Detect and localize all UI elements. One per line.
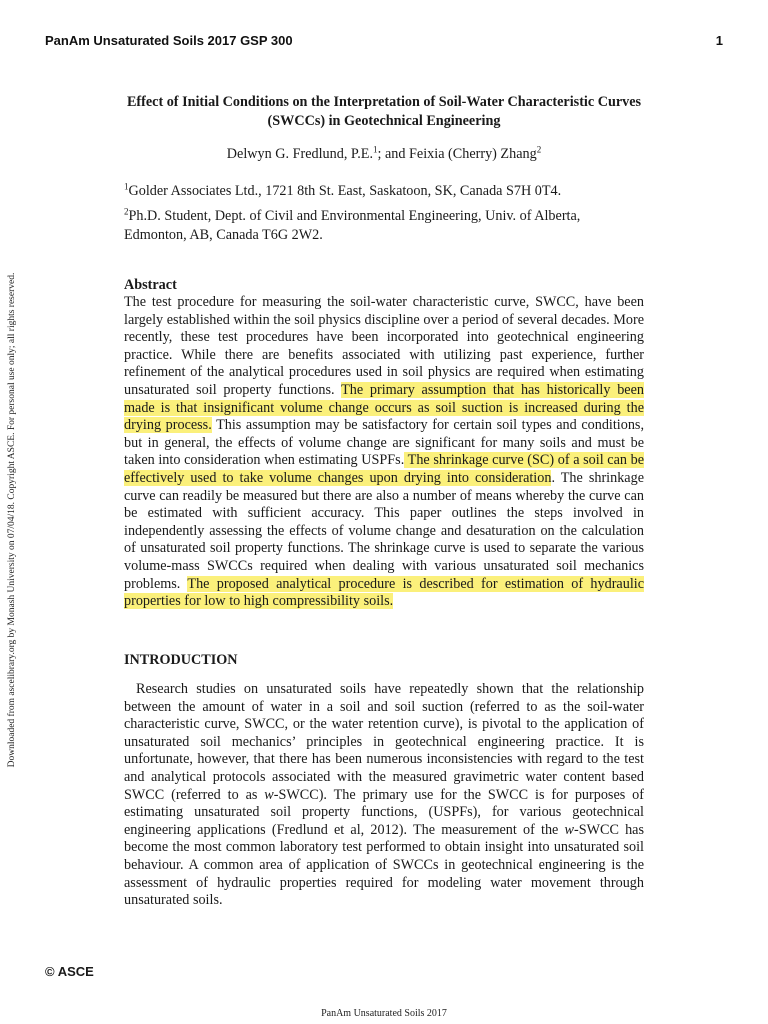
running-header: PanAm Unsaturated Soils 2017 GSP 300 bbox=[45, 33, 293, 48]
affiliation-1-mark: 1 bbox=[124, 181, 129, 192]
author-2-affil-mark: 2 bbox=[536, 144, 542, 155]
affiliation-1 bbox=[124, 182, 644, 201]
affiliation-2 bbox=[124, 207, 644, 245]
intro-text-2: -SWCC). The primary use for the SWCC is for purposes of estimating unsaturated soil property functions, (USPFs), for various geotechnical engineering applications (Fredlund et al, 2012). The measurement of the bbox=[124, 786, 644, 838]
abstract-heading: Abstract bbox=[124, 277, 177, 293]
abstract-body bbox=[124, 294, 644, 611]
author-separator: ; and Feixia (Cherry) Zhang bbox=[377, 146, 537, 162]
intro-italic-w-2: w bbox=[564, 821, 574, 838]
abstract-highlight-2: The shrinkage curve (SC) of a soil can be effectively used to take volume changes upon drying into consideration bbox=[124, 452, 644, 486]
abstract-text-3: . The shrinkage curve can readily be measured but there are also a number of means whereby the curve can be estimated with sufficient accuracy. This paper outlines the steps involved in independently assessing the effects of volume change and desaturation on the calculation of unsaturated soil property functions. The shrinkage curve is used to separate the various volume-mass SWCCs required when dealing with various unsaturated soil mechanics problems. bbox=[124, 469, 644, 592]
page-number: 1 bbox=[715, 33, 723, 48]
introduction-body bbox=[124, 681, 644, 910]
download-notice: Downloaded from ascelibrary.org by Monash University on 07/04/18. Copyright ASCE. For personal use only; all rights reserved. bbox=[7, 272, 17, 768]
intro-text-3: -SWCC has become the most common laboratory test performed to obtain insight into unsaturated soil behaviour. A common area of application of SWCCs in geotechnical engineering is the assessment of hydraulic properties required for modeling water movement through unsaturated soils. bbox=[124, 821, 645, 909]
affiliation-1-text: Golder Associates Ltd., 1721 8th St. East, Saskatoon, SK, Canada S7H 0T4. bbox=[128, 183, 562, 199]
author-line bbox=[124, 146, 644, 163]
author-1: Delwyn G. Fredlund, P.E. bbox=[226, 146, 374, 162]
intro-text-1: Research studies on unsaturated soils have repeatedly shown that the relationship between the amount of water in a soil and soil suction (referred to as the soil-water characteristic curve, SWCC, or the water retention curve), is pivotal to the application of unsaturated soil mechanics’ principles in geotechnical engineering practice. It is unfortunate, however, that there has been numerous inconsistencies with regard to the test and analytical protocols associated with the measured gravimetric water content based SWCC (referred to as bbox=[124, 681, 644, 803]
abstract-text-2: This assumption may be satisfactory for certain soil types and conditions, but in general, the effects of volume change are significant for many soils and must be taken into consideration when estimating USPFs. bbox=[124, 417, 644, 469]
copyright-notice: © ASCE bbox=[45, 964, 94, 979]
abstract-highlight-1: The primary assumption that has historically been made is that insignificant volume change occurs as soil suction is increased during the drying process. bbox=[124, 381, 644, 434]
affiliation-2-mark: 2 bbox=[124, 206, 129, 217]
affiliation-2-text: Ph.D. Student, Dept. of Civil and Environmental Engineering, Univ. of Alberta, Edmonton, AB, Canada T6G 2W2. bbox=[124, 208, 581, 243]
page-footer: PanAm Unsaturated Soils 2017 bbox=[321, 1008, 447, 1019]
abstract-highlight-3: The proposed analytical procedure is described for estimation of hydraulic properties for low to high compressibility soils. bbox=[124, 575, 644, 610]
paper-title: Effect of Initial Conditions on the Interpretation of Soil-Water Characteristic Curves (SWCCs) in Geotechnical Engineering bbox=[126, 94, 642, 129]
abstract-text-1: The test procedure for measuring the soil-water characteristic curve, SWCC, have been largely established within the soil physics discipline over a period of several decades. More recently, these test procedures have been incorporated into geotechnical engineering practice. While there are benefits associated with utilizing past experience, further refinement of the analytical procedures used in soil physics are required when estimating unsaturated soil property functions. bbox=[124, 294, 644, 398]
author-1-affil-mark: 1 bbox=[373, 144, 378, 155]
intro-italic-w-1: w bbox=[264, 786, 274, 803]
introduction-heading: INTRODUCTION bbox=[124, 652, 238, 668]
